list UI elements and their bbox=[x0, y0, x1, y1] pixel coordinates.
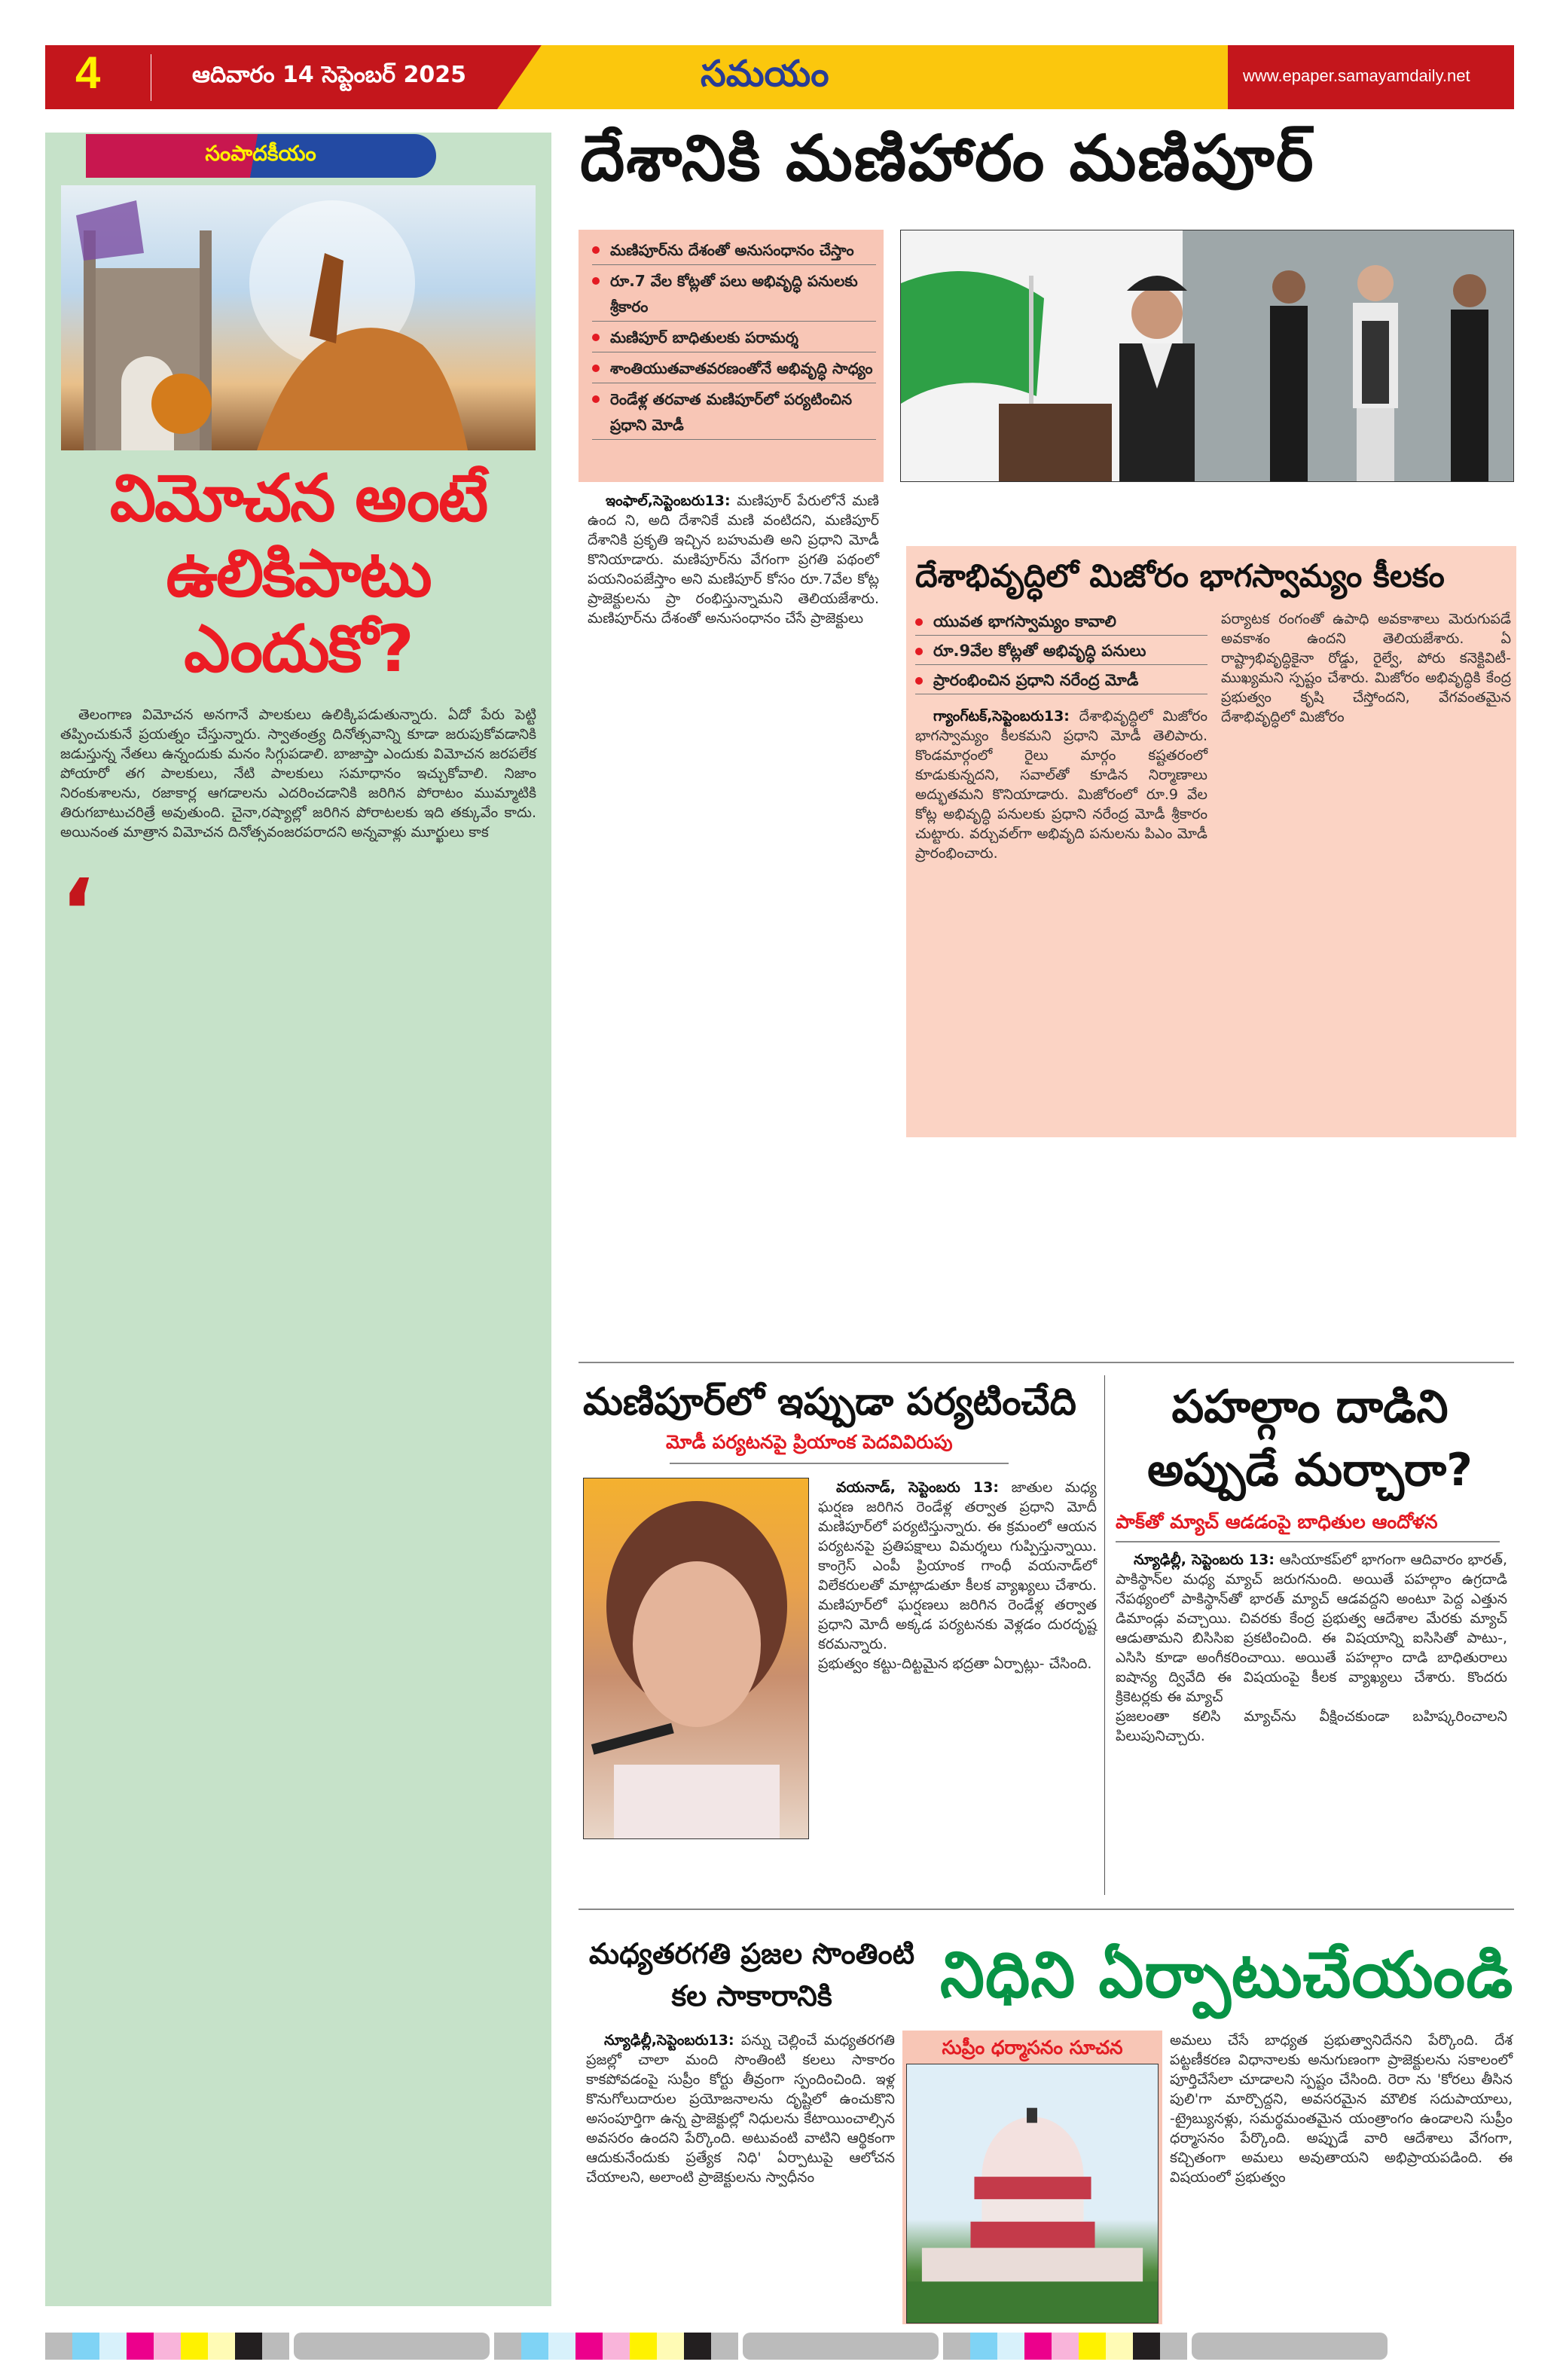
color-swatch bbox=[127, 2333, 154, 2360]
mizoram-left-column bbox=[915, 609, 1207, 863]
mizoram-story-box bbox=[906, 546, 1516, 1137]
color-swatch bbox=[99, 2333, 127, 2360]
highlight-text: ప్రారంభించిన ప్రధాని నరేంద్ర మోడీ bbox=[933, 671, 1139, 689]
housing-headline-green: నిధిని ఏర్పాటుచేయండి bbox=[940, 1938, 1514, 2012]
color-swatch bbox=[1024, 2333, 1052, 2360]
mizoram-body-right: పర్యాటక రంగంతో ఉపాధి అవకాశాలు మెరుగుపడే అవకాశం ఉందని తెలియజేశారు. ఏ రాష్ట్రాభివృద్ధికైనా రోడ్డు, రైల్వే, పోరు కనెక్టివిటీ- ముఖ్యమని స్పష్టం చేశారు. మిజోరం అభివృద్ధికి కేంద్ర ప్రభుత్వం కృషి చేస్తోందని, వేగవంతమైన దేశాభివృద్ధిలో మిజోరం bbox=[1221, 611, 1511, 725]
highlight-text: మణిపూర్‌ను దేశంతో అనుసంధానం చేస్తాం bbox=[610, 241, 854, 259]
mizoram-body-text: దేశాభివృద్ధిలో మిజోరం భాగస్వామ్యం కీలకమని ప్రధాని మోడీ తెలిపారు. కొండమార్గంలో రైలు మార్గం కష్టతరంలో కూడుకున్నదని, సవాల్‌తో కూడిన నిర్మాణాలు అద్భుతమని కొనియాడారు. మిజోరంలో రూ.9 వేల కోట్ల అభివృద్ధి పనులకు ప్రధాని నరేంద్ర మోడీ శ్రీకారం చుట్టారు. వర్చువల్‌గా అభివృది పనులను పిఎం మోడీ ప్రారంభించారు. bbox=[915, 708, 1207, 862]
bullet-dot-icon bbox=[592, 395, 600, 403]
print-color-bar bbox=[45, 2333, 1514, 2360]
section-divider bbox=[579, 1362, 1514, 1363]
portrait-illustration bbox=[584, 1478, 809, 1839]
color-swatch bbox=[72, 2333, 99, 2360]
mizoram-body bbox=[915, 706, 1207, 863]
lead-story-body bbox=[579, 491, 884, 1357]
color-swatch bbox=[1133, 2333, 1160, 2360]
color-swatch-group bbox=[494, 2333, 738, 2360]
housing-paragraph bbox=[586, 2031, 895, 2187]
epaper-url[interactable]: www.epaper.samayamdaily.net bbox=[1243, 66, 1470, 85]
mizoram-column bbox=[906, 491, 1516, 1357]
housing-body-right: అమలు చేసే బాధ్యత ప్రభుత్వానిదేనని పేర్కొంది. దేశ పట్టణీకరణ విధానాలకు అనుగుణంగా ప్రాజెక్టులను సకాలంలో పూర్తిచేసేలా చూడాలని స్పష్టం చేసింది. రెరా ను 'కోరలు తీసిన పులి'గా మార్చొద్దని, అవసరమైన మౌలిక సదుపాయాలు, -ట్రైబ్యునళ్లు, సమర్థమంతమైన యంత్రాంగం ఉండాలని సుప్రీం ధర్మాసనం పేర్కొంది. అప్పుడే వారి ఆదేశాలు వేగంగా, కచ్చితంగా అమలు అవుతాయని అభిప్రాయపడింది. ఈ విషయంలో ప్రభుత్వం bbox=[1170, 2032, 1513, 2186]
color-swatch bbox=[45, 2333, 72, 2360]
color-swatch-group bbox=[45, 2333, 289, 2360]
color-swatch bbox=[1079, 2333, 1106, 2360]
color-swatch bbox=[1160, 2333, 1187, 2360]
color-swatch bbox=[181, 2333, 208, 2360]
photo-illustration bbox=[901, 230, 1514, 482]
color-swatch bbox=[970, 2333, 997, 2360]
bullet-dot-icon bbox=[915, 618, 923, 626]
color-swatch bbox=[208, 2333, 235, 2360]
lead-story-continuation bbox=[906, 1152, 1516, 1348]
highlight-item bbox=[592, 268, 876, 322]
gray-registration-block bbox=[294, 2333, 490, 2360]
priyanka-subheadline: మోడీ పర్యటనపై ప్రియాంక పెదవివిరుపు bbox=[666, 1431, 953, 1453]
news-area bbox=[579, 121, 1514, 2324]
pahalgam-body bbox=[1116, 1550, 1507, 1746]
pahalgam-body-text: ఆసియాకప్‌లో భాగంగా ఆదివారం భారత్, పాకిస్థాన్‌ల మధ్య మ్యాచ్ జరుగనుంది. అయితే పహల్గాం ఉగ్రదాడి నేపథ్యంలో పాకిస్థాన్‌తో భారత్ మ్యాచ్ ఆడవద్దని అంటూ పెద్ద ఎత్తున డిమాండ్లు వచ్చాయి. చివరకు కేంద్ర ప్రభుత్వ ఆదేశాల మేరకు మ్యాచ్ ఆడుతామని బిసిసిఐ ప్రకటించింది. ఈ విషయాన్ని ఐసిసితో పాటు-, ఎసిసి కూడా అంగీకరించాయి. అయితే పహల్గాం దాడి బాధితురాలు ఐషాన్య ద్వివేది ఈ విషయంపై కీలక వ్యాఖ్యలు చేశారు. కొందరు క్రికెటర్లకు ఈ మ్యాచ్ bbox=[1116, 1552, 1508, 1705]
color-swatch-group bbox=[943, 2333, 1187, 2360]
color-swatch bbox=[1106, 2333, 1133, 2360]
editorial-section-label: సంపాదకీయం bbox=[86, 134, 436, 178]
color-swatch bbox=[548, 2333, 575, 2360]
mizoram-columns bbox=[915, 609, 1509, 863]
color-swatch bbox=[684, 2333, 711, 2360]
priyanka-closing: ప్రభుత్వం కట్టు-దిట్టమైన భద్రతా ఏర్పాట్లు- చేసింది. bbox=[818, 1655, 1092, 1672]
section-divider bbox=[579, 1909, 1514, 1910]
priyanka-gandhi-photo bbox=[583, 1478, 809, 1839]
priyanka-content bbox=[583, 1478, 1098, 1839]
mizoram-headline: దేశాభివృద్ధిలో మిజోరం భాగస్వామ్యం కీలకం bbox=[915, 557, 1445, 594]
color-swatch bbox=[494, 2333, 521, 2360]
bullet-dot-icon bbox=[592, 277, 600, 285]
editorial-body bbox=[60, 705, 536, 842]
bullet-dot-icon bbox=[592, 365, 600, 372]
color-swatch bbox=[154, 2333, 181, 2360]
priyanka-body-text: జాతుల మధ్య ఘర్షణ జరిగిన రెండేళ్ల తర్వాత ప్రధాని మోదీ మణిపూర్‌లో పర్యటిస్తున్నారు. ఈ క్రమంలో ఆయన పర్యటనపై ప్రతిపక్షాలు విమర్శలు గుప్పిస్తున్నాయి. కాంగ్రెస్ ఎంపీ ప్రియాంక గాంధీ వయనాడ్‌లో విలేకరులతో మాట్లాడుతూ కీలక వ్యాఖ్యలు చేశారు. మణిపూర్‌లో ఘర్షణలు జరిగిన రెండేళ్ల తర్వాత ప్రధాని మోదీ అక్కడ పర్యటనకు వెళ్లడం దురదృష్ట కరమన్నారు. bbox=[818, 1479, 1097, 1652]
lead-body-text: మణిపూర్ పేరులోనే మణి ఉంద ని, అది దేశానికే మణి వంటిదని, మణిపూర్ దేశానికి ప్రకృతి ఇచ్చిన బహుమతి అని ప్రధాని మోడీ కొనియాడారు. మణిపూర్‌ను వేగంగా ప్రగతి పథంలో పయనింపజేస్తాం అని మణిపూర్ కోసం రూ.7వేల కోట్ల ప్రాజెక్టులను ప్రా రంభిస్తున్నామని తెలియజేశారు. మణిపూర్‌ను దేశంతో అనుసంధానం చేసే ప్రాజెక్టులు bbox=[588, 493, 879, 627]
housing-dateline: న్యూఢిల్లీ,సెప్టెంబరు13: bbox=[604, 2032, 734, 2049]
priyanka-story bbox=[579, 1375, 1104, 1895]
supreme-court-box bbox=[902, 2031, 1162, 2324]
bullet-dot-icon bbox=[592, 246, 600, 254]
color-swatch bbox=[997, 2333, 1024, 2360]
supreme-court-building-illustration bbox=[907, 2064, 1158, 2323]
highlight-item bbox=[592, 355, 876, 383]
highlight-text: మణిపూర్ బాధితులకు పరామర్శ bbox=[610, 328, 798, 346]
news-row bbox=[579, 1375, 1514, 1895]
highlight-text: రెండేళ్ల తరవాత మణిపూర్‌లో పర్యటించిన ప్రధాని మోడీ bbox=[610, 390, 853, 434]
highlight-item bbox=[915, 609, 1207, 636]
housing-content-row bbox=[579, 2031, 1514, 2324]
masthead-logo: సమయం bbox=[701, 53, 829, 95]
mizoram-dateline: గ్యాంగ్‌టక్,సెప్టెంబరు13: bbox=[933, 708, 1070, 725]
divider bbox=[670, 1463, 1009, 1464]
editorial-column bbox=[45, 133, 551, 2306]
highlight-item bbox=[915, 639, 1207, 665]
highlight-text: రూ.9వేల కోట్లతో అభివృద్ధి పనులు bbox=[933, 642, 1146, 660]
header-yellow-band bbox=[497, 45, 1235, 109]
pahalgam-closing: ప్రజలంతా కలిసి మ్యాచ్‌ను వీక్షించకుండా బహిష్కరించాలని పిలుపునిచ్చారు. bbox=[1116, 1708, 1507, 1744]
housing-body-text: పన్ను చెల్లించే మధ్యతరగతి ప్రజల్లో చాలా మంది సొంతింటి కలలు సాకారం కాకపోవడంపై సుప్రీం కోర్టు తీవ్రంగా స్పందించింది. ఇళ్ల కొనుగోలుదారుల ప్రయోజనాలను దృష్టిలో ఉంచుకొని అసంపూర్తిగా ఉన్న ప్రాజెక్టుల్లో నిధులను కేటాయించాల్సిన అవసరం ఉందని పేర్కొంది. అటువంటి వాటిని ఆర్థికంగా ఆదుకునేందుకు ప్రత్యేక నిధి' ఏర్పాటుపై ఆలోచన చేయాలని, అలాంటి ప్రాజెక్టులను స్వాధీనం bbox=[586, 2032, 895, 2186]
pahalgam-dateline: న్యూఢిల్లీ, సెప్టెంబరు 13: bbox=[1134, 1552, 1275, 1568]
housing-body bbox=[579, 2031, 895, 2324]
lead-dateline: ఇంఫాల్,సెప్టెంబరు13: bbox=[606, 493, 731, 509]
gray-registration-block bbox=[1192, 2333, 1388, 2360]
supreme-court-label: సుప్రీం ధర్మాసనం సూచన bbox=[942, 2037, 1123, 2058]
charminar-monument-illustration bbox=[61, 185, 536, 450]
highlight-text: శాంతియుతవాతవరణంతోనే అభివృద్ధి సాధ్యం bbox=[610, 359, 873, 377]
bullet-dot-icon bbox=[915, 648, 923, 655]
pahalgam-paragraph bbox=[1116, 1550, 1507, 1707]
modi-manipur-photo bbox=[900, 230, 1514, 482]
pahalgam-subheadline: పాక్‌తో మ్యాచ్ ఆడడంపై బాధితుల ఆందోళన bbox=[1116, 1511, 1438, 1533]
color-swatch bbox=[711, 2333, 738, 2360]
divider bbox=[1116, 1541, 1500, 1542]
housing-headline-black: మధ్యతరగతి ప్రజల సొంతింటి కల సాకారానికి bbox=[588, 1937, 915, 2012]
priyanka-body bbox=[818, 1478, 1097, 1839]
highlight-item bbox=[592, 325, 876, 352]
highlight-item bbox=[592, 237, 876, 265]
priyanka-dateline: వయనాడ్, సెప్టెంబరు 13: bbox=[836, 1479, 999, 1496]
lead-top-row bbox=[579, 230, 1514, 482]
color-swatch bbox=[630, 2333, 657, 2360]
page-number: 4 bbox=[75, 47, 101, 98]
color-swatch bbox=[603, 2333, 630, 2360]
lead-paragraph bbox=[588, 491, 879, 628]
color-swatch bbox=[657, 2333, 684, 2360]
highlight-text: యువత భాగస్వామ్యం కావాలి bbox=[933, 612, 1116, 630]
mizoram-highlights bbox=[915, 609, 1207, 694]
color-swatch bbox=[1052, 2333, 1079, 2360]
color-swatch bbox=[943, 2333, 970, 2360]
color-swatch bbox=[262, 2333, 289, 2360]
mizoram-paragraph bbox=[915, 706, 1207, 863]
lead-highlights-box bbox=[579, 230, 884, 482]
priyanka-headline: మణిపూర్‌లో ఇప్పుడా పర్యటించేది bbox=[583, 1380, 1076, 1423]
pahalgam-story bbox=[1105, 1375, 1508, 1895]
color-swatch bbox=[521, 2333, 548, 2360]
pahalgam-headline: పహల్గాం దాడిని అప్పుడే మర్చారా? bbox=[1147, 1381, 1473, 1497]
editorial-headline: విమోచన అంటే ఉలికిపాటు ఎందుకో? bbox=[109, 461, 487, 687]
color-swatch bbox=[235, 2333, 262, 2360]
lead-headline: దేశానికి మణిహారం మణిపూర్ bbox=[580, 121, 1315, 195]
bullet-dot-icon bbox=[592, 334, 600, 341]
editorial-paragraph: తెలంగాణ విమోచన అనగానే పాలకులు ఉలిక్కిపడుతున్నారు. ఏదో పేరు పెట్టి తప్పించుకునే ప్రయత్నం చేస్తున్నారు. స్వాతంత్ర్య దినోత్సవాన్ని కూడా జరుపుకోవడానికి జడుస్తున్న నేతలు ఉన్నందుకు మనం సిగ్గుపడాలి. బాజాప్తా ఎందుకు విమోచన జరపలేక పోయారో తగ పాలకులు, నేటి పాలకులు సమాధానం ఇచ్చుకోవాలి. నిజాం నిరంకుశాలను, రజాకార్ల ఆగడాలను ఎదరించడానికి జరిగిన పోరాటం ముమ్మాటికి తిరుగబాటుచరిత్రే అవుతుంది. చైనా,రష్యాల్లో జరిగిన పోరాటలకు ఇది తక్కువేం కాదు. అయినంత మాత్రాన విమోచన దినోత్సవంజరపరాదని అన్నవాళ్లు మూర్ఖులు కాక bbox=[60, 706, 536, 841]
priyanka-paragraph bbox=[818, 1478, 1097, 1654]
gray-registration-block bbox=[743, 2333, 939, 2360]
editorial-illustration bbox=[61, 185, 536, 450]
pull-quote-mark: ‘ bbox=[60, 861, 95, 966]
issue-date: ఆదివారం 14 సెప్టెంబర్ 2025 bbox=[192, 62, 467, 88]
highlight-text: రూ.7 వేల కోట్లతో పలు అభివృద్ధి పనులకు శ్రీకారం bbox=[610, 272, 858, 316]
housing-headline-row bbox=[579, 1930, 1514, 2020]
lead-body-row bbox=[579, 491, 1514, 1357]
highlight-item bbox=[915, 668, 1207, 694]
bullet-dot-icon bbox=[915, 677, 923, 685]
color-swatch bbox=[575, 2333, 603, 2360]
supreme-court-photo bbox=[906, 2064, 1159, 2324]
highlight-item bbox=[592, 386, 876, 440]
